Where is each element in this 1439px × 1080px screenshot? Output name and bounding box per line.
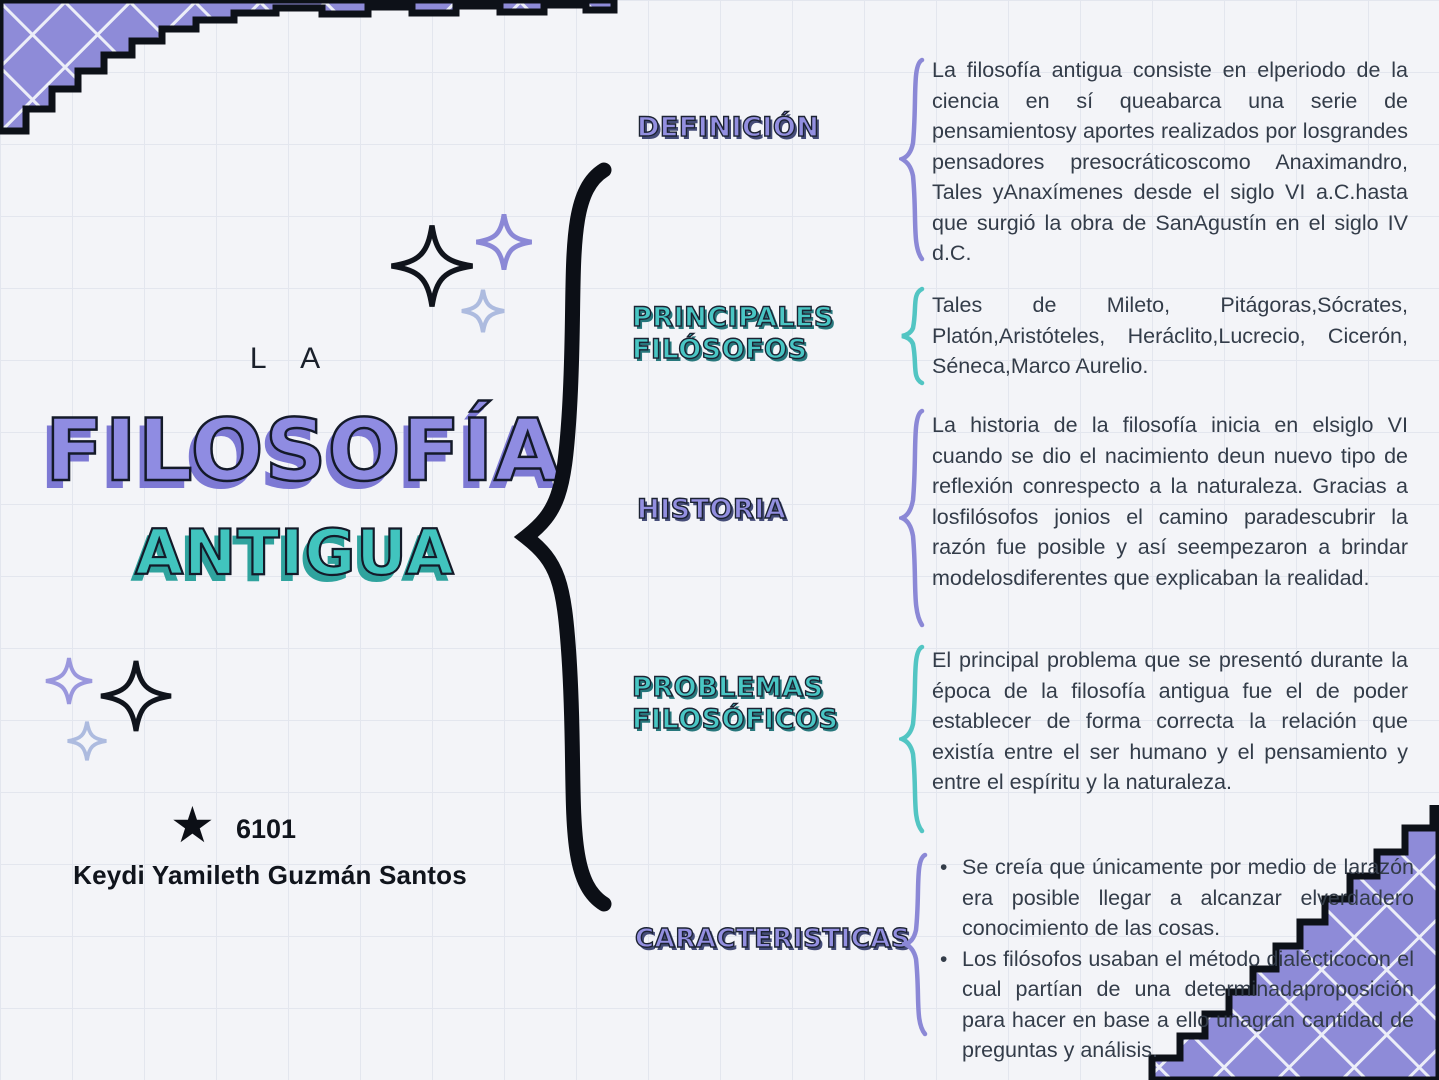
section-label-principales-filosofos: PRINCIPALES FILÓSOFOS [632,302,834,365]
star-icon: ★ [170,797,215,853]
author-name: Keydi Yamileth Guzmán Santos [73,860,467,890]
sparkle-icon [44,656,94,706]
sparkle-icon [98,658,174,734]
section-label-problemas-filosoficos: PROBLEMAS FILOSÓFICOS [632,672,839,735]
list-item: • Los filósofos usaban el método dialécticocon el cual partían de una determinadaproposición para hacer en base a ello unagran cantidad de preguntas y análisis. [940,944,1414,1066]
section-body-principales-filosofos: Tales de Mileto, Pitágoras,Sócrates, Platón,Aristóteles, Heráclito,Lucrecio, Cicerón, Séneca,Marco Aurelio. [932,293,1408,378]
brace-icon [899,644,925,834]
sparkle-icon [66,720,108,762]
group-number: 6101 [236,814,297,844]
corner-decoration-top-left-icon [0,0,640,150]
list-item: • Se creía que únicamente por medio de larazón era posible llegar a alcanzar elverdadero conocimiento de las cosas. [940,852,1414,944]
section-label-caracteristicas: CARACTERISTICAS [635,924,911,954]
title-prefix: L A [249,342,335,375]
sparkle-icon [460,288,506,334]
section-body-problemas-filosoficos: El principal problema que se presentó durante la época de la filosofía antigua fue el de poder establecer de forma correcta la relación que existía entre el ser humano y el pensamiento y entre el espíritu y la naturaleza. [932,648,1408,794]
section-body-historia: La historia de la filosofía inicia en elsiglo VI cuando se dio el nacimiento deun nuevo tipo de reflexión conrespecto a la naturaleza. Gracias a losfilósofos jonios el camino paradescubrir la razón fue posible y así seempezaron a brindar modelosdiferentes que explicaban la realidad. [932,413,1408,590]
section-label-definicion: DEFINICIÓN [637,112,820,143]
section-body-definicion: La filosofía antigua consiste en elperiodo de la ciencia en sí queabarca una serie de pensamientosy aportes realizados por losgrandes pensadores presocráticoscomo Anaximandro, Tales yAnaxímenes desde el siglo VI a.C.hasta que surgió la obra de SanAgustín en el siglo IV d.C. [932,58,1408,265]
author-block [160,797,380,860]
curly-brace-icon [512,162,617,912]
page-title: FILOSOFÍA [45,401,562,501]
brace-icon [899,57,925,262]
brace-icon [899,408,925,628]
section-body-caracteristicas [940,852,1414,1066]
bullet-marker: • [940,947,948,971]
section-label-historia: HISTORIA [637,494,787,525]
bullet-marker: • [940,856,948,879]
brace-icon [899,286,925,386]
brace-icon [902,852,928,1037]
page-subtitle: ANTIGUA [135,516,455,589]
